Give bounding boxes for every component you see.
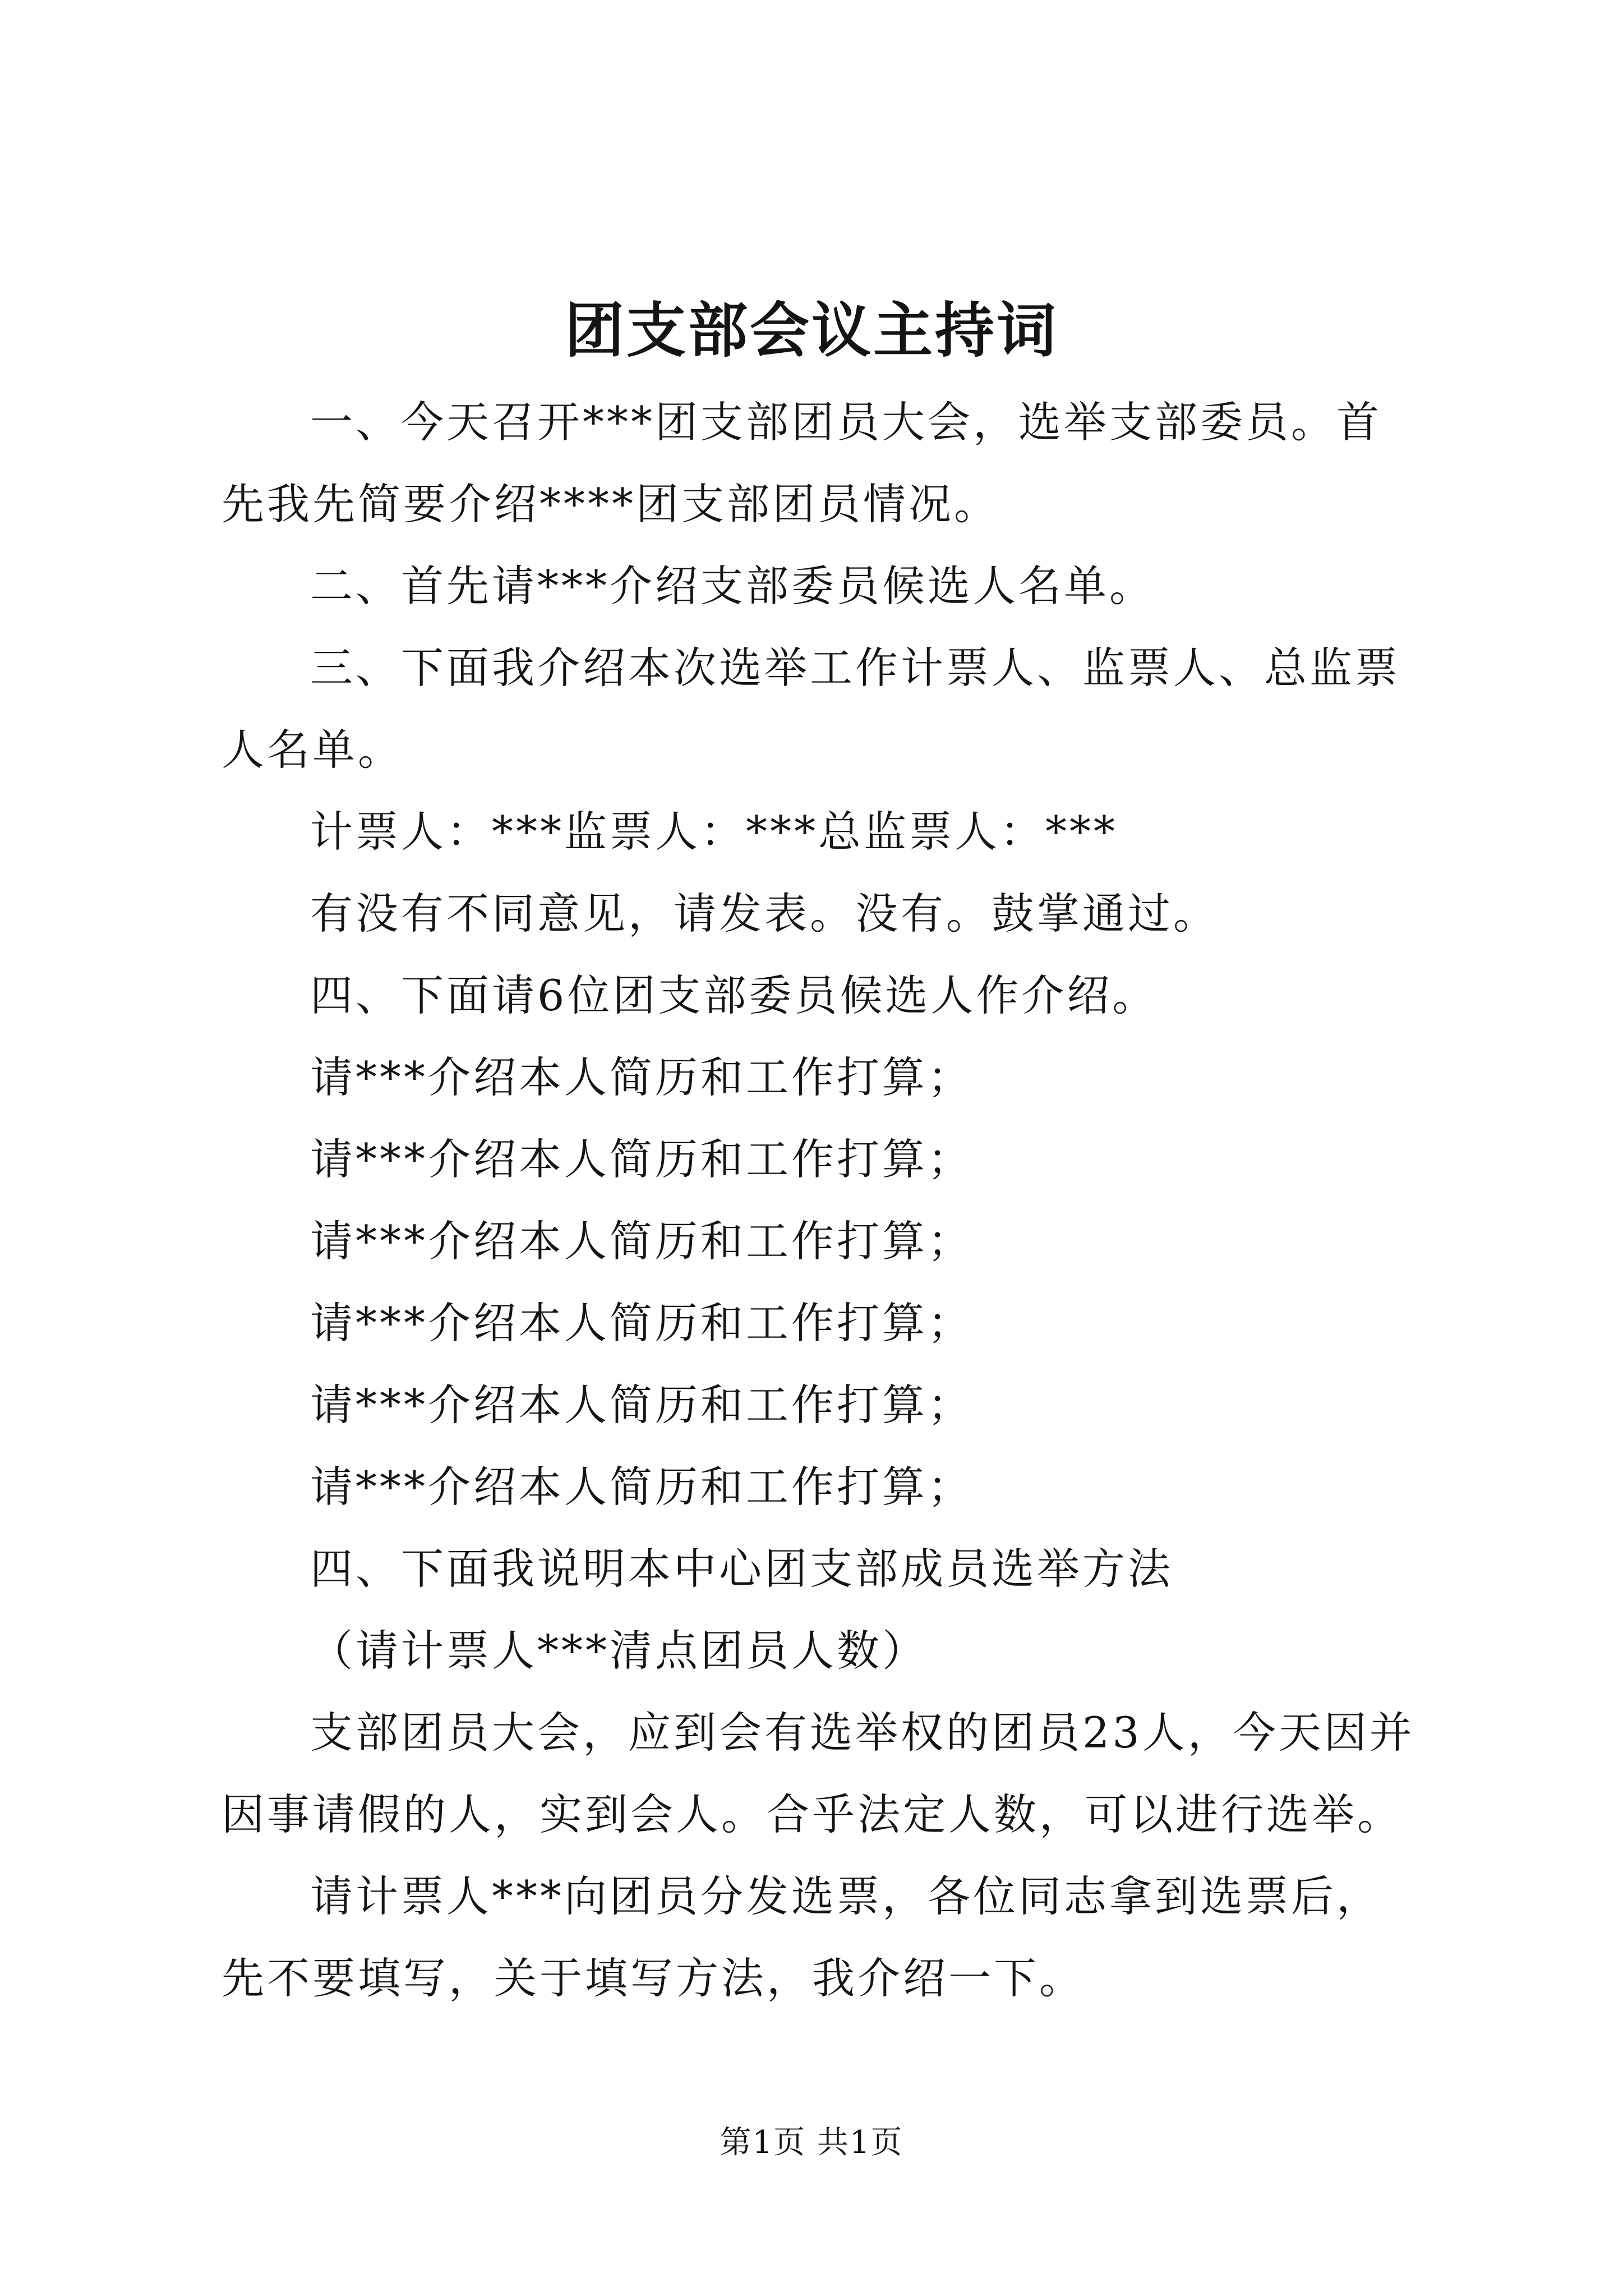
paragraph: 三、下面我介绍本次选举工作计票人、监票人、总监票人名单。	[222, 643, 1400, 775]
paragraph: 请***介绍本人简历和工作打算；	[310, 1298, 973, 1348]
paragraph: 请***介绍本人简历和工作打算；	[310, 1134, 973, 1184]
paragraph: 四、下面请6位团支部委员候选人作介绍。	[310, 970, 1158, 1020]
paragraph: 有没有不同意见，请发表。没有。鼓掌通过。	[310, 889, 1219, 938]
paragraph: 请***介绍本人简历和工作打算；	[310, 1462, 973, 1512]
paragraph: 请计票人***向团员分发选票，各位同志拿到选票后，先不要填写，关于填写方法，我介绍一下。	[222, 1871, 1382, 2003]
document-body	[222, 381, 1419, 2019]
paragraph: 请***介绍本人简历和工作打算；	[310, 1216, 973, 1266]
paragraph: 四、下面我说明本中心团支部成员选举方法	[310, 1544, 1173, 1594]
paragraph: （请计票人***清点团员人数）	[310, 1626, 928, 1676]
page-footer: 第1页 共1页	[720, 2124, 903, 2161]
paragraph: 支部团员大会，应到会有选举权的团员23人，今天因并因事请假的人，实到会人。合乎法定人数，可以进行选举。	[222, 1708, 1415, 1839]
paragraph: 二、首先请***介绍支部委员候选人名单。	[310, 561, 1155, 611]
paragraph: 请***介绍本人简历和工作打算；	[310, 1380, 973, 1430]
paragraph: 一、今天召开***团支部团员大会，选举支部委员。首先我先简要介绍****团支部团员情况。	[222, 397, 1382, 529]
paragraph: 请***介绍本人简历和工作打算；	[310, 1052, 973, 1102]
paragraph: 计票人：***监票人：***总监票人：***	[310, 807, 1118, 857]
document-title: 团支部会议主持词	[565, 296, 1058, 365]
